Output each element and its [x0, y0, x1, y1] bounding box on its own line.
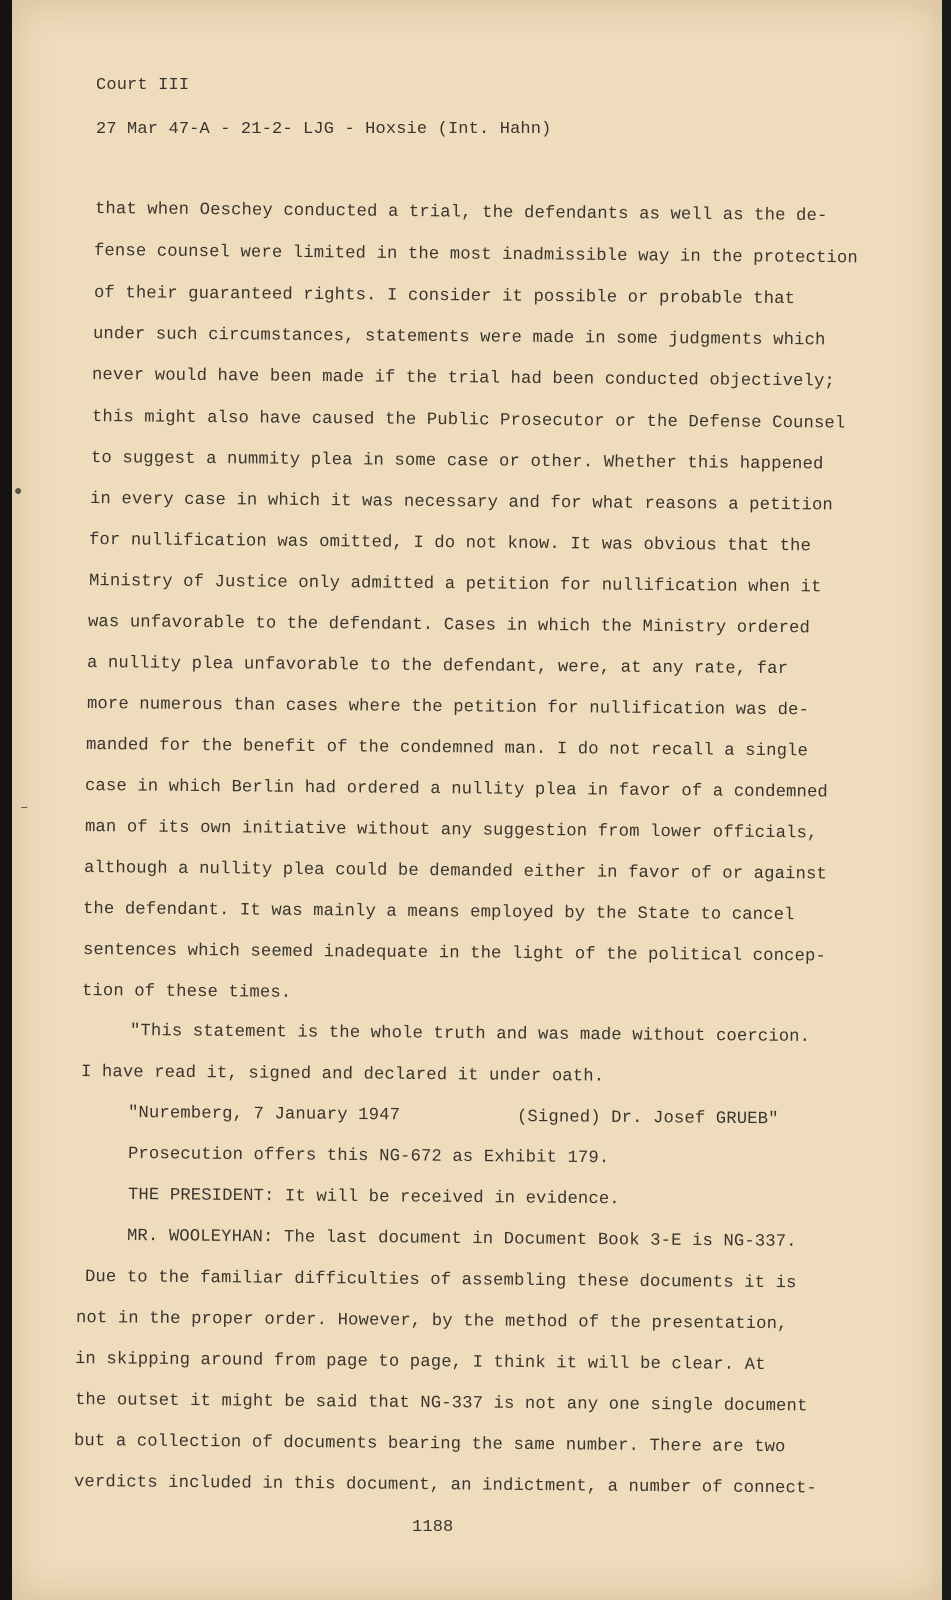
body-line: not in the proper order. However, by the method of the presentation,: [75, 1309, 788, 1335]
body-line: a nullity plea unfavorable to the defendant, were, at any rate, far: [86, 654, 789, 680]
body-line: case in which Berlin had ordered a nullity plea in favor of a condemned: [84, 777, 829, 803]
body-line: of their guaranteed rights. I consider it possible or probable that: [93, 284, 796, 310]
signature-name: (Signed) Dr. Josef GRUEB": [516, 1108, 779, 1130]
scan-scratch: –: [20, 800, 29, 816]
body-line: in skipping around from page to page, I think it will be clear. At: [74, 1350, 766, 1376]
court-header: Court III: [96, 76, 190, 95]
body-line: the outset it might be said that NG-337 is not any one single document: [74, 1391, 808, 1417]
body-line: verdicts included in this document, an indictment, a number of connect-: [73, 1473, 818, 1499]
body-line: although a nullity plea could be demanded either in favor of or against: [83, 859, 828, 885]
body-line: man of its own initiative without any suggestion from lower officials,: [84, 818, 818, 844]
scan-speck: ●: [14, 484, 23, 500]
body-line: the defendant. It was mainly a means employed by the State to cancel: [82, 900, 795, 926]
oath-statement-line: "This statement is the whole truth and was made without coercion.: [129, 1022, 811, 1047]
body-line: was unfavorable to the defendant. Cases in which the Ministry ordered: [87, 613, 811, 639]
body-line: under such circumstances, statements were made in some judgments which: [92, 325, 826, 351]
body-line: that when Oeschey conducted a trial, the defendants as well as the de-: [94, 200, 828, 227]
body-line: tion of these times.: [81, 982, 292, 1003]
page-number: 1188: [412, 1518, 454, 1537]
session-header: 27 Mar 47-A - 21-2- LJG - Hoxsie (Int. Hahn): [96, 120, 552, 139]
president-ruling: THE PRESIDENT: It will be received in evidence.: [127, 1186, 620, 1210]
body-line: this might also have caused the Public Prosecutor or the Defense Counsel: [91, 408, 846, 434]
signature-place-date: "Nuremberg, 7 January 1947: [127, 1104, 401, 1126]
body-line: never would have been made if the trial had been conducted objectively;: [91, 366, 836, 392]
scan-left-border: [0, 0, 12, 1600]
exhibit-offer: Prosecution offers this NG-672 as Exhibit 179.: [127, 1145, 610, 1169]
body-line: to suggest a nummity plea in some case or other. Whether this happened: [90, 449, 824, 475]
document-page: [12, 0, 942, 1600]
counsel-statement: MR. WOOLEYHAN: The last document in Document Book 3-E is NG-337.: [126, 1227, 797, 1252]
body-line: fense counsel were limited in the most inadmissible way in the protection: [93, 242, 858, 269]
body-line: for nullification was omitted, I do not know. It was obvious that the: [88, 531, 812, 557]
body-line: manded for the benefit of the condemned man. I do not recall a single: [85, 736, 809, 762]
body-line: Ministry of Justice only admitted a petition for nullification when it: [88, 572, 822, 598]
oath-statement-line: I have read it, signed and declared it under oath.: [80, 1063, 605, 1087]
body-line: sentences which seemed inadequate in the light of the political concep-: [82, 941, 827, 967]
body-line: in every case in which it was necessary and for what reasons a petition: [89, 490, 834, 516]
body-line: but a collection of documents bearing the same number. There are two: [73, 1432, 786, 1458]
body-line: more numerous than cases where the petition for nullification was de-: [86, 695, 810, 721]
body-line: Due to the familiar difficulties of assembling these documents it is: [84, 1268, 797, 1294]
